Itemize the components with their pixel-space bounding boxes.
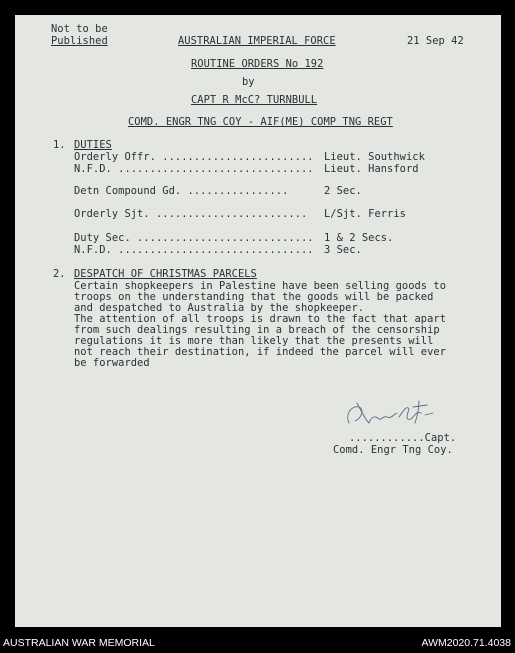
parcels-text-line: be forwarded <box>74 357 150 369</box>
parcels-text-line: from such dealings resulting in a breach of the censorship <box>74 324 440 336</box>
duties-heading: DUTIES <box>74 139 112 151</box>
parcels-heading: DESPATCH OF CHRISTMAS PARCELS <box>74 268 257 280</box>
unit-title: COMD. ENGR TNG COY - AIF(ME) COMP TNG REGT <box>128 116 393 128</box>
parcels-number: 2. <box>53 268 66 280</box>
duty-role: Duty Sec. ............................ <box>74 232 314 244</box>
order-date: 21 Sep 42 <box>407 35 464 47</box>
parcels-text-line: The attention of all troops is drawn to the fact that apart <box>74 313 447 325</box>
officer-name: CAPT R McC? TURNBULL <box>191 94 318 106</box>
duty-name: 2 Sec. <box>324 185 362 197</box>
document-sheet <box>15 15 501 627</box>
routine-orders-title: ROUTINE ORDERS No 192 <box>191 58 324 70</box>
duties-number: 1. <box>53 139 66 151</box>
parcels-text-line: and despatched to Australia by the shopkeeper. <box>74 302 365 314</box>
parcels-text-line: regulations it is more than likely that the presents will <box>74 335 434 347</box>
handwritten-signature <box>335 393 445 431</box>
duty-name: L/Sjt. Ferris <box>324 208 406 220</box>
duty-role: Orderly Offr. ........................ <box>74 151 314 163</box>
duty-name: Lieut. Southwick <box>324 151 425 163</box>
duty-role: N.F.D. ............................... <box>74 163 314 175</box>
duty-role: Orderly Sjt. ........................ <box>74 208 308 220</box>
duty-name: Lieut. Hansford <box>324 163 419 175</box>
published-label: Published <box>51 35 108 47</box>
capt-signature-line: ............Capt. <box>349 432 457 444</box>
parcels-text-line: Certain shopkeepers in Palestine have been selling goods to <box>74 280 447 292</box>
parcels-text-line: not reach their destination, if indeed the parcel will ever <box>74 346 447 358</box>
by-label: by <box>242 76 255 88</box>
footer-reference: AWM2020.71.4038 <box>421 637 511 649</box>
duty-role: N.F.D. ............................... <box>74 244 314 256</box>
force-title: AUSTRALIAN IMPERIAL FORCE <box>178 35 336 47</box>
duty-name: 3 Sec. <box>324 244 362 256</box>
duty-name: 1 & 2 Secs. <box>324 232 394 244</box>
signature-unit: Comd. Engr Tng Coy. <box>333 444 453 456</box>
not-to-be-label: Not to be <box>51 23 108 35</box>
parcels-text-line: troops on the understanding that the goods will be packed <box>74 291 434 303</box>
footer-archive-name: AUSTRALIAN WAR MEMORIAL <box>3 637 155 649</box>
duty-role: Detn Compound Gd. ................ <box>74 185 289 197</box>
